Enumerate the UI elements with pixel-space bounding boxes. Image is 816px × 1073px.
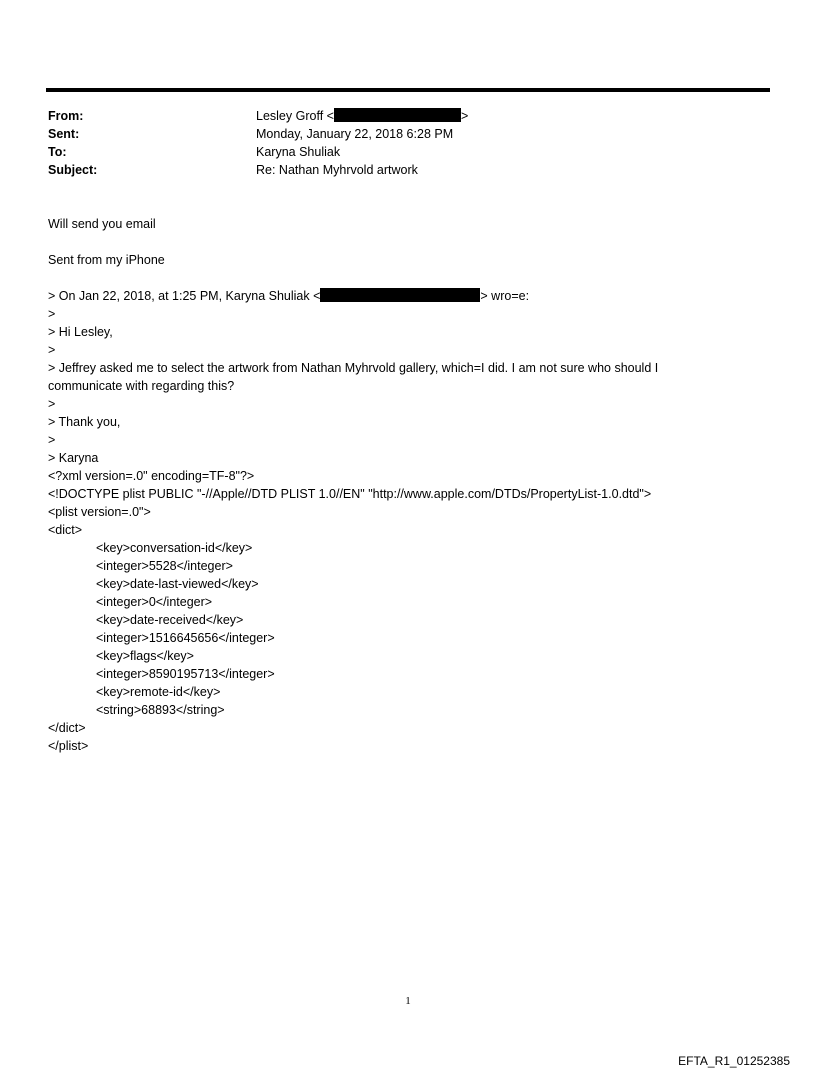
plist-line: </plist> [48,739,89,753]
quote-intro-end: > wro=e: [480,289,530,303]
to-label: To: [48,145,67,159]
quote-intro [48,287,529,305]
quote-line: > [48,343,56,357]
quote-line: > Thank you, [48,415,121,429]
plist-line: <key>date-received</key> [96,613,244,627]
quote-intro-text: > On Jan 22, 2018, at 1:25 PM, Karyna Shuliak < [48,289,321,303]
plist-line: <integer>8590195713</integer> [96,667,275,681]
plist-line: <string>68893</string> [96,703,225,717]
sent-label: Sent: [48,127,80,141]
plist-line: <dict> [48,523,83,537]
plist-line: <key>date-last-viewed</key> [96,577,259,591]
plist-line: <key>conversation-id</key> [96,541,253,555]
redaction-box [320,288,480,302]
header-rule [46,88,770,92]
plist-line: <integer>0</integer> [96,595,213,609]
bates-number: EFTA_R1_01252385 [678,1054,790,1068]
from-label: From: [48,109,84,123]
plist-line: <key>flags</key> [96,649,194,663]
quote-line: > Hi Lesley, [48,325,113,339]
body-line: Sent from my iPhone [48,253,165,267]
plist-line: <integer>5528</integer> [96,559,233,573]
from-value [256,107,468,125]
subject-label: Subject: [48,163,98,177]
quote-line: > Karyna [48,451,99,465]
quote-line: > [48,433,56,447]
from-close: > [460,109,469,123]
from-name: Lesley Groff < [256,109,334,123]
body-line: Will send you email [48,217,156,231]
quote-line: > [48,397,56,411]
to-value: Karyna Shuliak [256,145,341,159]
plist-line: <plist version=.0"> [48,505,151,519]
plist-line: <?xml version=.0" encoding=TF-8"?> [48,469,255,483]
plist-line: <!DOCTYPE plist PUBLIC "-//Apple//DTD PLIST 1.0//EN" "http://www.apple.com/DTDs/PropertyList-1.0.dtd"> [48,487,652,501]
subject-value: Re: Nathan Myhrvold artwork [256,163,418,177]
plist-line: <integer>1516645656</integer> [96,631,275,645]
redaction-box [334,108,461,122]
page-number: 1 [405,995,411,1007]
plist-line: </dict> [48,721,86,735]
quote-line: > Jeffrey asked me to select the artwork from Nathan Myhrvold gallery, which=I did. I am not sure who should I [48,361,659,375]
plist-line: <key>remote-id</key> [96,685,221,699]
quote-line: > [48,307,56,321]
sent-value: Monday, January 22, 2018 6:28 PM [256,127,454,141]
quote-line: communicate with regarding this? [48,379,235,393]
